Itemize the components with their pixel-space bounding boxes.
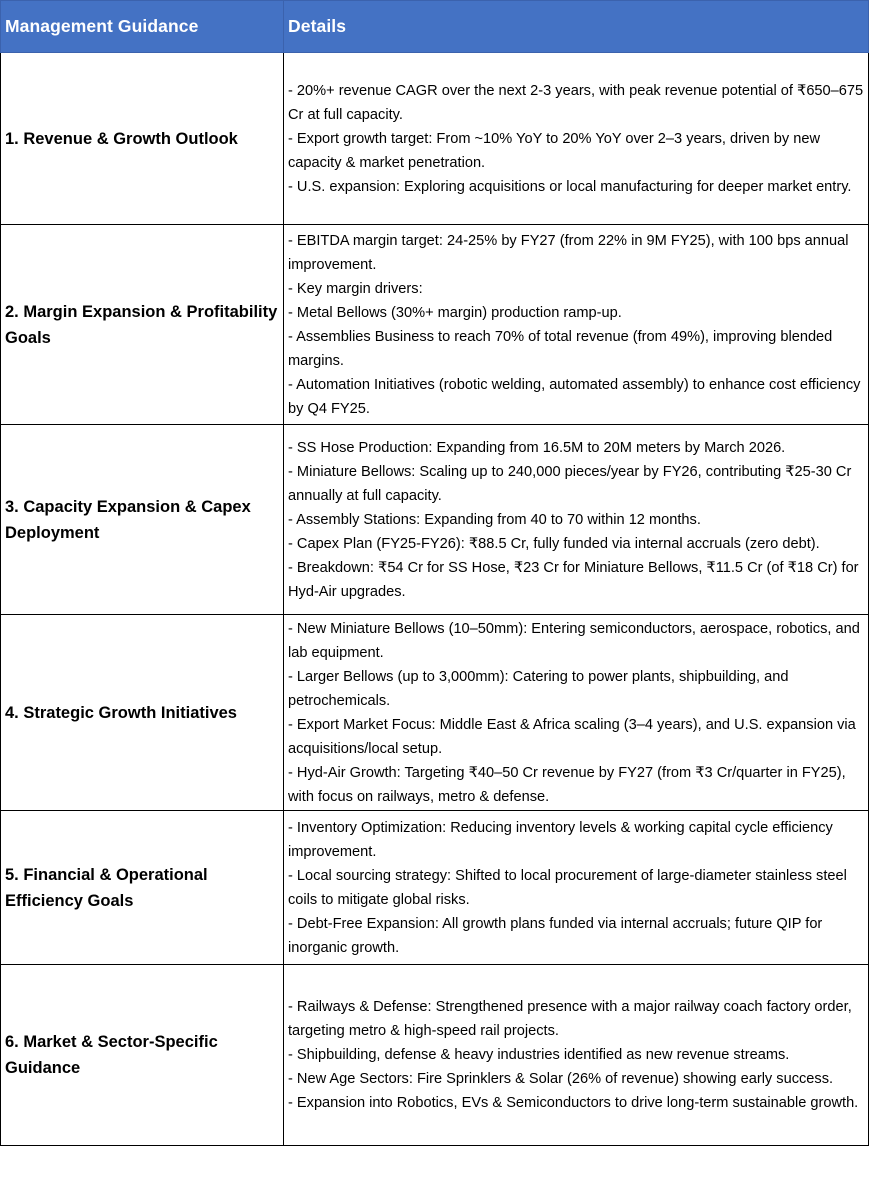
detail-line: - Miniature Bellows: Scaling up to 240,000 pieces/year by FY26, contributing ₹25-30 Cr annually at full capacity. [288, 463, 852, 504]
details-cell [284, 615, 869, 811]
detail-line: - Hyd-Air Growth: Targeting ₹40–50 Cr revenue by FY27 (from ₹3 Cr/quarter in FY25), with focus on railways, metro & defense. [288, 764, 846, 805]
detail-line: - Metal Bellows (30%+ margin) production ramp-up. [288, 304, 622, 321]
table-row [1, 225, 869, 425]
table-row [1, 53, 869, 225]
detail-line: - U.S. expansion: Exploring acquisitions or local manufacturing for deeper market entry. [288, 178, 852, 195]
details-cell [284, 965, 869, 1146]
detail-line: - Capex Plan (FY25-FY26): ₹88.5 Cr, fully funded via internal accruals (zero debt). [288, 535, 820, 552]
detail-line: - Shipbuilding, defense & heavy industries identified as new revenue streams. [288, 1047, 790, 1063]
header-details: Details [284, 1, 869, 53]
guidance-area-cell: 3. Capacity Expansion & Capex Deployment [1, 425, 284, 615]
detail-line: - SS Hose Production: Expanding from 16.5M to 20M meters by March 2026. [288, 439, 786, 456]
guidance-area-cell: 1. Revenue & Growth Outlook [1, 53, 284, 225]
detail-line: - EBITDA margin target: 24-25% by FY27 (from 22% in 9M FY25), with 100 bps annual improvement. [288, 232, 849, 273]
detail-line: - Assemblies Business to reach 70% of total revenue (from 49%), improving blended margins. [288, 328, 833, 369]
detail-line: - Expansion into Robotics, EVs & Semiconductors to drive long-term sustainable growth. [288, 1095, 859, 1111]
details-cell [284, 811, 869, 965]
detail-line: - New Miniature Bellows (10–50mm): Entering semiconductors, aerospace, robotics, and lab equipment. [288, 620, 860, 661]
guidance-area-cell: 5. Financial & Operational Efficiency Goals [1, 811, 284, 965]
guidance-area-cell: 6. Market & Sector-Specific Guidance [1, 965, 284, 1146]
details-cell [284, 53, 869, 225]
detail-line: - Larger Bellows (up to 3,000mm): Catering to power plants, shipbuilding, and petrochemicals. [288, 668, 789, 709]
header-row [1, 1, 869, 53]
table-body [1, 53, 869, 1146]
guidance-area-cell: 4. Strategic Growth Initiatives [1, 615, 284, 811]
details-cell [284, 225, 869, 425]
table-row [1, 425, 869, 615]
detail-line: - Debt-Free Expansion: All growth plans funded via internal accruals; future QIP for inorganic growth. [288, 915, 823, 956]
detail-line: - Breakdown: ₹54 Cr for SS Hose, ₹23 Cr for Miniature Bellows, ₹11.5 Cr (of ₹18 Cr) for Hyd-Air upgrades. [288, 559, 859, 600]
detail-line: - Local sourcing strategy: Shifted to local procurement of large-diameter stainless steel coils to mitigate global risks. [288, 867, 847, 908]
detail-line: - 20%+ revenue CAGR over the next 2-3 years, with peak revenue potential of ₹650–675 Cr at full capacity. [288, 82, 864, 123]
table-row [1, 615, 869, 811]
guidance-area-cell: 2. Margin Expansion & Profitability Goals [1, 225, 284, 425]
detail-line: - Export growth target: From ~10% YoY to 20% YoY over 2–3 years, driven by new capacity & market penetration. [288, 130, 821, 171]
detail-line: - Inventory Optimization: Reducing inventory levels & working capital cycle efficiency improvement. [288, 819, 833, 860]
detail-line: - Key margin drivers: [288, 280, 423, 297]
table-row [1, 965, 869, 1146]
detail-line: - New Age Sectors: Fire Sprinklers & Solar (26% of revenue) showing early success. [288, 1071, 834, 1087]
detail-line: - Automation Initiatives (robotic welding, automated assembly) to enhance cost efficiency by Q4 FY25. [288, 376, 861, 417]
detail-line: - Assembly Stations: Expanding from 40 to 70 within 12 months. [288, 511, 701, 528]
table-row [1, 811, 869, 965]
details-cell [284, 425, 869, 615]
table-header [1, 1, 869, 53]
detail-line: - Railways & Defense: Strengthened presence with a major railway coach factory order, targeting metro & high-speed rail projects. [288, 999, 852, 1039]
detail-line: - Export Market Focus: Middle East & Africa scaling (3–4 years), and U.S. expansion via acquisitions/local setup. [288, 716, 856, 757]
header-management-guidance: Management Guidance [1, 1, 284, 53]
